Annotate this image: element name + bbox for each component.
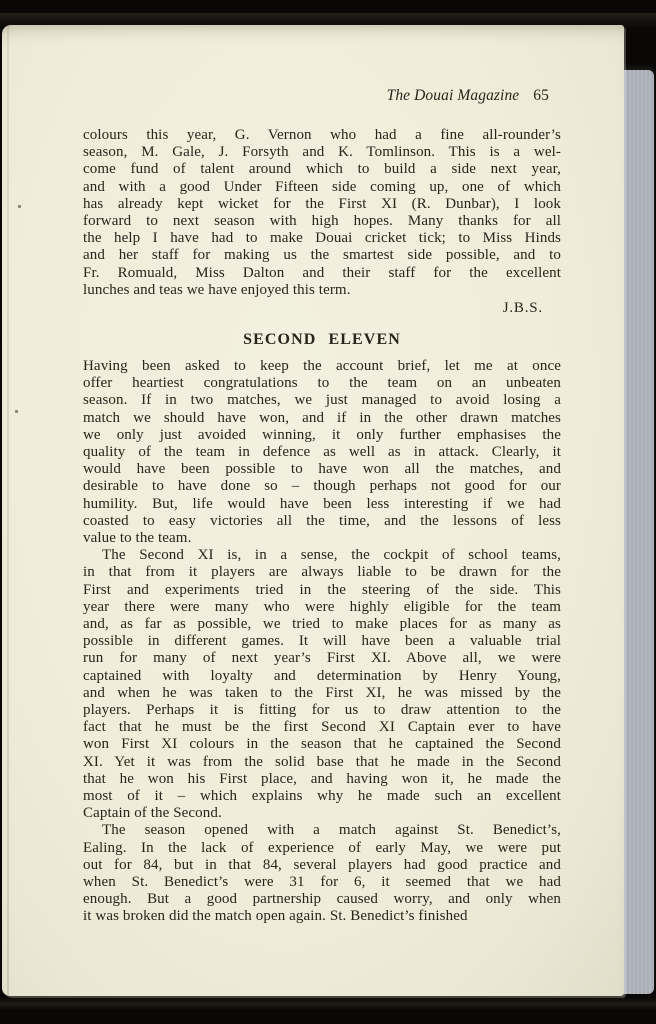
text-line: and when he was taken to the First XI, he was missed by the (83, 684, 561, 701)
text-line: value to the team. (83, 529, 192, 546)
text-line: season. If in two matches, we just managed to avoid losing a (83, 392, 561, 409)
text-line: fact that he must be the first Second XI Captain ever to have (83, 719, 561, 736)
text-line: match we should have won, and if in the other drawn matches (83, 409, 561, 426)
text-line: First and experiments tried in the steering of the side. This (83, 581, 561, 598)
text-line: it was broken did the match open again. St. Benedict’s finished (83, 908, 468, 925)
text-line: humility. But, life would have been less interesting if we had (83, 495, 561, 512)
text-line: The season opened with a match against St. Benedict’s, (102, 822, 561, 839)
text-line: possible in different games. It will have been a valuable trial (83, 633, 561, 650)
text-line: most of it – which explains why he made such an excellent (83, 788, 561, 805)
text-column (83, 25, 561, 926)
text-line: captained with loyalty and determination by Henry Young, (83, 667, 561, 684)
text-line: colours this year, G. Vernon who had a fine all-rounder’s (83, 127, 561, 143)
article-continuation (83, 127, 561, 299)
page-edges-stack (620, 70, 654, 994)
text-line: in that from it players are always liable to be drawn for the (83, 564, 561, 581)
article-body (83, 358, 561, 926)
text-line: would have been possible to have won all the matches, and (83, 461, 561, 478)
section-heading: SECOND ELEVEN (243, 330, 401, 348)
text-line: that he won his First place, and having won it, he made the (83, 770, 561, 787)
text-line: The Second XI is, in a sense, the cockpit of school teams, (102, 547, 561, 564)
text-line: season, M. Gale, J. Forsyth and K. Tomlinson. This is a wel- (83, 144, 561, 161)
text-line: forward to next season with high hopes. Many thanks for all (83, 213, 561, 230)
text-line: offer heartiest congratulations to the team on an unbeaten (83, 375, 561, 392)
text-line: Fr. Romuald, Miss Dalton and their staff for the excellent (83, 264, 561, 281)
magazine-title: The Douai Magazine (386, 87, 520, 104)
text-line: and, as far as possible, we tried to make places for as many as (83, 615, 561, 632)
text-line: run for many of next year’s First XI. Above all, we were (83, 650, 561, 667)
text-line: Having been asked to keep the account brief, let me at once (83, 357, 561, 374)
text-line: Ealing. In the lack of experience of early May, we were put (83, 839, 561, 856)
text-line: won First XI colours in the season that he captained the Second (83, 736, 561, 753)
text-line: has already kept wicket for the First XI (R. Dunbar), I look (83, 195, 561, 212)
paper-speck (15, 410, 18, 413)
text-line: XI. Yet it was from the solid base that he made in the Second (83, 753, 561, 770)
text-line: lunches and teas we have enjoyed this term. (83, 281, 351, 298)
text-line: we only just avoided winning, it only further emphasises the (83, 426, 561, 443)
text-line: and her staff for making us the smartest side possible, and to (83, 247, 561, 264)
paper-speck (18, 205, 21, 208)
page-header (83, 87, 561, 105)
book-binding-edge-bottom (0, 998, 656, 1010)
text-line: enough. But a good partnership caused worry, and only when (83, 891, 561, 908)
text-line: come fund of talent around which to build a side next year, (83, 161, 561, 178)
text-line: coasted to easy victories all the time, and the lessons of less (83, 512, 561, 529)
text-line: year there were many who were highly eligible for the team (83, 598, 561, 615)
text-line: and with a good Under Fifteen side coming up, one of which (83, 178, 561, 195)
text-line: when St. Benedict’s were 31 for 6, it seemed that we had (83, 874, 561, 891)
author-initials: J.B.S. (502, 299, 543, 316)
book-page (2, 25, 624, 996)
text-line: desirable to have done so – though perhaps not good for our (83, 478, 561, 495)
text-line: players. Perhaps it is fitting for us to draw attention to the (83, 702, 561, 718)
page-number: 65 (533, 87, 549, 104)
text-line: quality of the team in defence as well as in attack. Clearly, it (83, 443, 561, 460)
text-line: out for 84, but in that 84, several players had good practice and (83, 856, 561, 873)
text-line: the help I have had to make Douai cricket tick; to Miss Hinds (83, 230, 561, 247)
text-line: Captain of the Second. (83, 805, 222, 822)
